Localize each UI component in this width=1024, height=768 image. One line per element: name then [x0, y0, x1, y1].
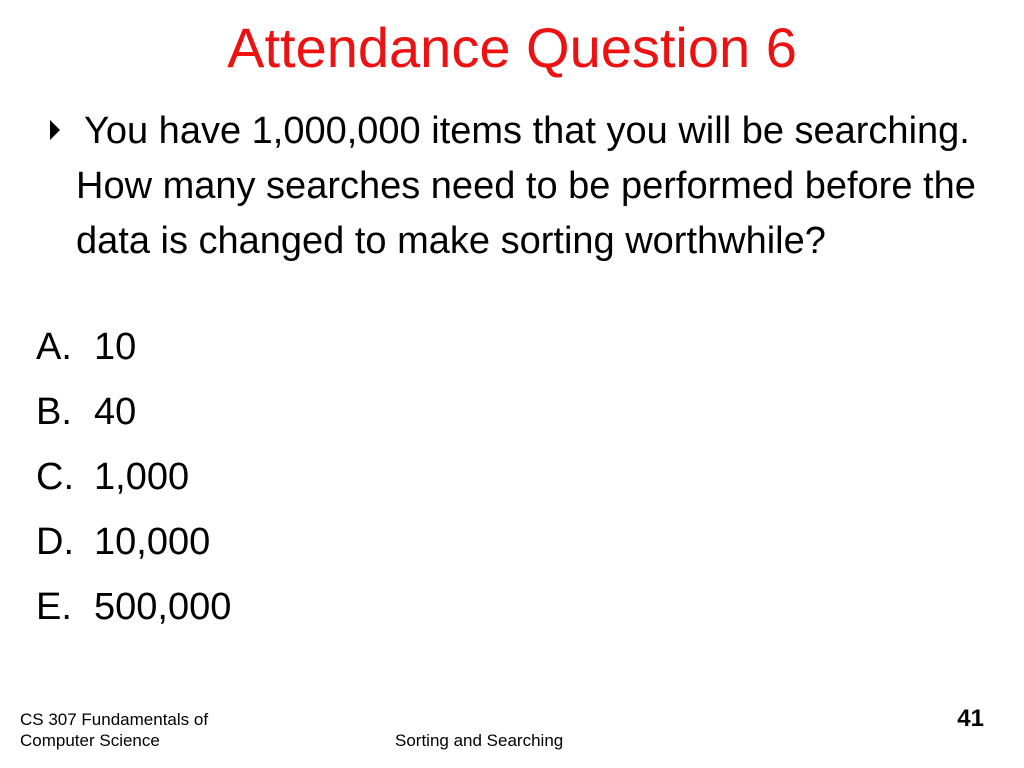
answer-option-c	[36, 458, 636, 523]
option-text: 10	[94, 326, 137, 368]
slide-number: 41	[957, 705, 984, 732]
footer-topic: Sorting and Searching	[395, 731, 564, 750]
option-letter: E.	[36, 586, 72, 628]
footer-course-line2: Computer Science	[20, 731, 160, 750]
answer-option-d	[36, 523, 636, 588]
answer-options	[36, 328, 636, 653]
option-text: 1,000	[94, 456, 190, 498]
answer-option-e	[36, 588, 636, 653]
answer-option-a	[36, 328, 636, 393]
footer-course-line1: CS 307 Fundamentals of	[20, 710, 209, 729]
question-text: You have 1,000,000 items that you will be searching. How many searches need to be performed before the data is changed to make sorting worthwhile?	[76, 110, 976, 262]
option-letter: C.	[36, 456, 74, 498]
option-letter: A.	[36, 326, 72, 368]
option-text: 500,000	[94, 586, 232, 628]
option-text: 10,000	[94, 521, 211, 563]
footer-course	[20, 709, 208, 751]
slide-title: Attendance Question 6	[227, 16, 797, 79]
option-text: 40	[94, 391, 137, 433]
option-letter: B.	[36, 391, 72, 433]
option-letter: D.	[36, 521, 74, 563]
triangle-bullet-icon	[48, 104, 76, 159]
answer-option-b	[36, 393, 636, 458]
